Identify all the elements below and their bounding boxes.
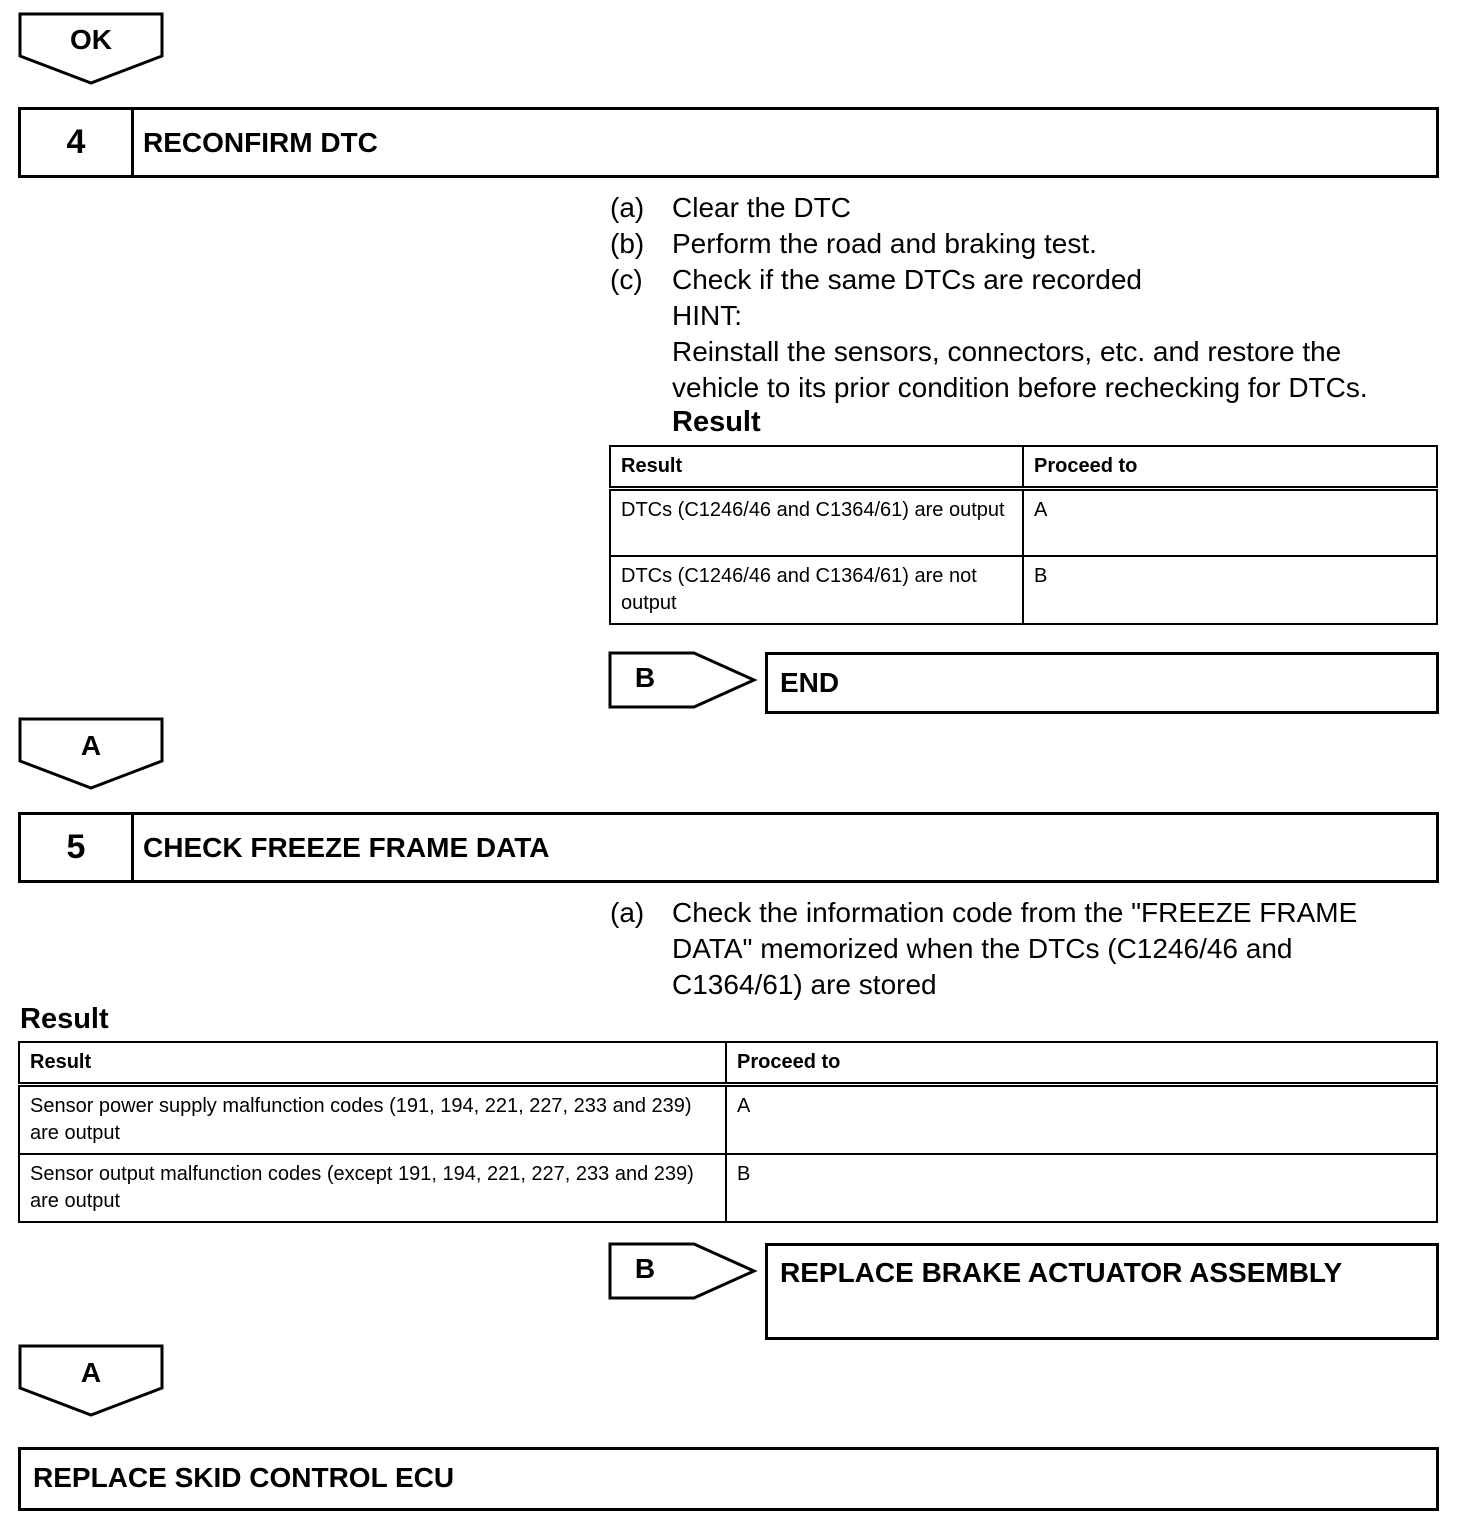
hint-line-1: Reinstall the sensors, connectors, etc. and restore the <box>672 336 1342 367</box>
table-row <box>610 556 1437 624</box>
branch-a-label: A <box>80 1357 102 1388</box>
item-tag: (a) <box>610 192 645 223</box>
end-text: END <box>780 667 840 698</box>
branch-b-label: B <box>634 1253 656 1284</box>
result-cell: Sensor power supply malfunction codes (191, 194, 221, 227, 233 and 239) are output <box>19 1085 726 1155</box>
step-4-result-table <box>609 445 1438 625</box>
step-4-item-c <box>610 262 1450 298</box>
step-5-header <box>18 812 1439 883</box>
step-4-title: RECONFIRM DTC <box>143 126 378 158</box>
step-4-item-a <box>610 190 1450 226</box>
branch-a-label: A <box>80 730 102 761</box>
step-4-result-heading: Result <box>672 406 761 438</box>
item-line-2: DATA" memorized when the DTCs (C1246/46 and <box>672 933 1293 964</box>
step-4-number: 4 <box>21 110 134 175</box>
step-4-header <box>18 107 1439 178</box>
table-header-row <box>19 1042 1437 1085</box>
replace-brake-actuator-text: REPLACE BRAKE ACTUATOR ASSEMBLY <box>780 1257 1343 1288</box>
proceed-cell: A <box>1023 489 1437 557</box>
replace-brake-actuator-box <box>765 1243 1439 1340</box>
column-header-result: Result <box>610 446 1023 489</box>
step-5-title: CHECK FREEZE FRAME DATA <box>143 831 550 863</box>
result-cell: DTCs (C1246/46 and C1364/61) are not output <box>610 556 1023 624</box>
replace-skid-control-ecu-text: REPLACE SKID CONTROL ECU <box>33 1462 455 1493</box>
item-line-1: Check the information code from the "FREEZE FRAME <box>672 897 1358 928</box>
end-box <box>765 652 1439 714</box>
column-header-proceed: Proceed to <box>1023 446 1437 489</box>
table-header-row <box>610 446 1437 489</box>
table-row <box>19 1154 1437 1222</box>
item-tag: (b) <box>610 228 645 259</box>
item-tag: (c) <box>610 264 643 295</box>
step-5-result-table <box>18 1041 1438 1223</box>
table-row <box>19 1085 1437 1155</box>
item-line-3: C1364/61) are stored <box>672 969 937 1000</box>
step-5-result-heading: Result <box>20 1003 109 1035</box>
proceed-cell: B <box>1023 556 1437 624</box>
item-tag: (a) <box>610 897 645 928</box>
result-cell: Sensor output malfunction codes (except 191, 194, 221, 227, 233 and 239) are output <box>19 1154 726 1222</box>
replace-skid-control-ecu-box <box>18 1447 1439 1511</box>
step-4-item-b <box>610 226 1450 262</box>
column-header-proceed: Proceed to <box>726 1042 1437 1085</box>
proceed-cell: A <box>726 1085 1437 1155</box>
column-header-result: Result <box>19 1042 726 1085</box>
step-5-item-a <box>610 895 1450 1003</box>
table-row <box>610 489 1437 557</box>
hint-line-2: vehicle to its prior condition before rechecking for DTCs. <box>672 372 1368 403</box>
step-5-number: 5 <box>21 815 134 880</box>
item-text: Clear the DTC <box>672 192 851 223</box>
item-text: Perform the road and braking test. <box>672 228 1097 259</box>
result-cell: DTCs (C1246/46 and C1364/61) are output <box>610 489 1023 557</box>
item-text: Check if the same DTCs are recorded <box>672 264 1142 295</box>
ok-label: OK <box>70 24 112 55</box>
proceed-cell: B <box>726 1154 1437 1222</box>
branch-b-label: B <box>634 662 656 693</box>
hint-label: HINT: <box>672 300 742 331</box>
